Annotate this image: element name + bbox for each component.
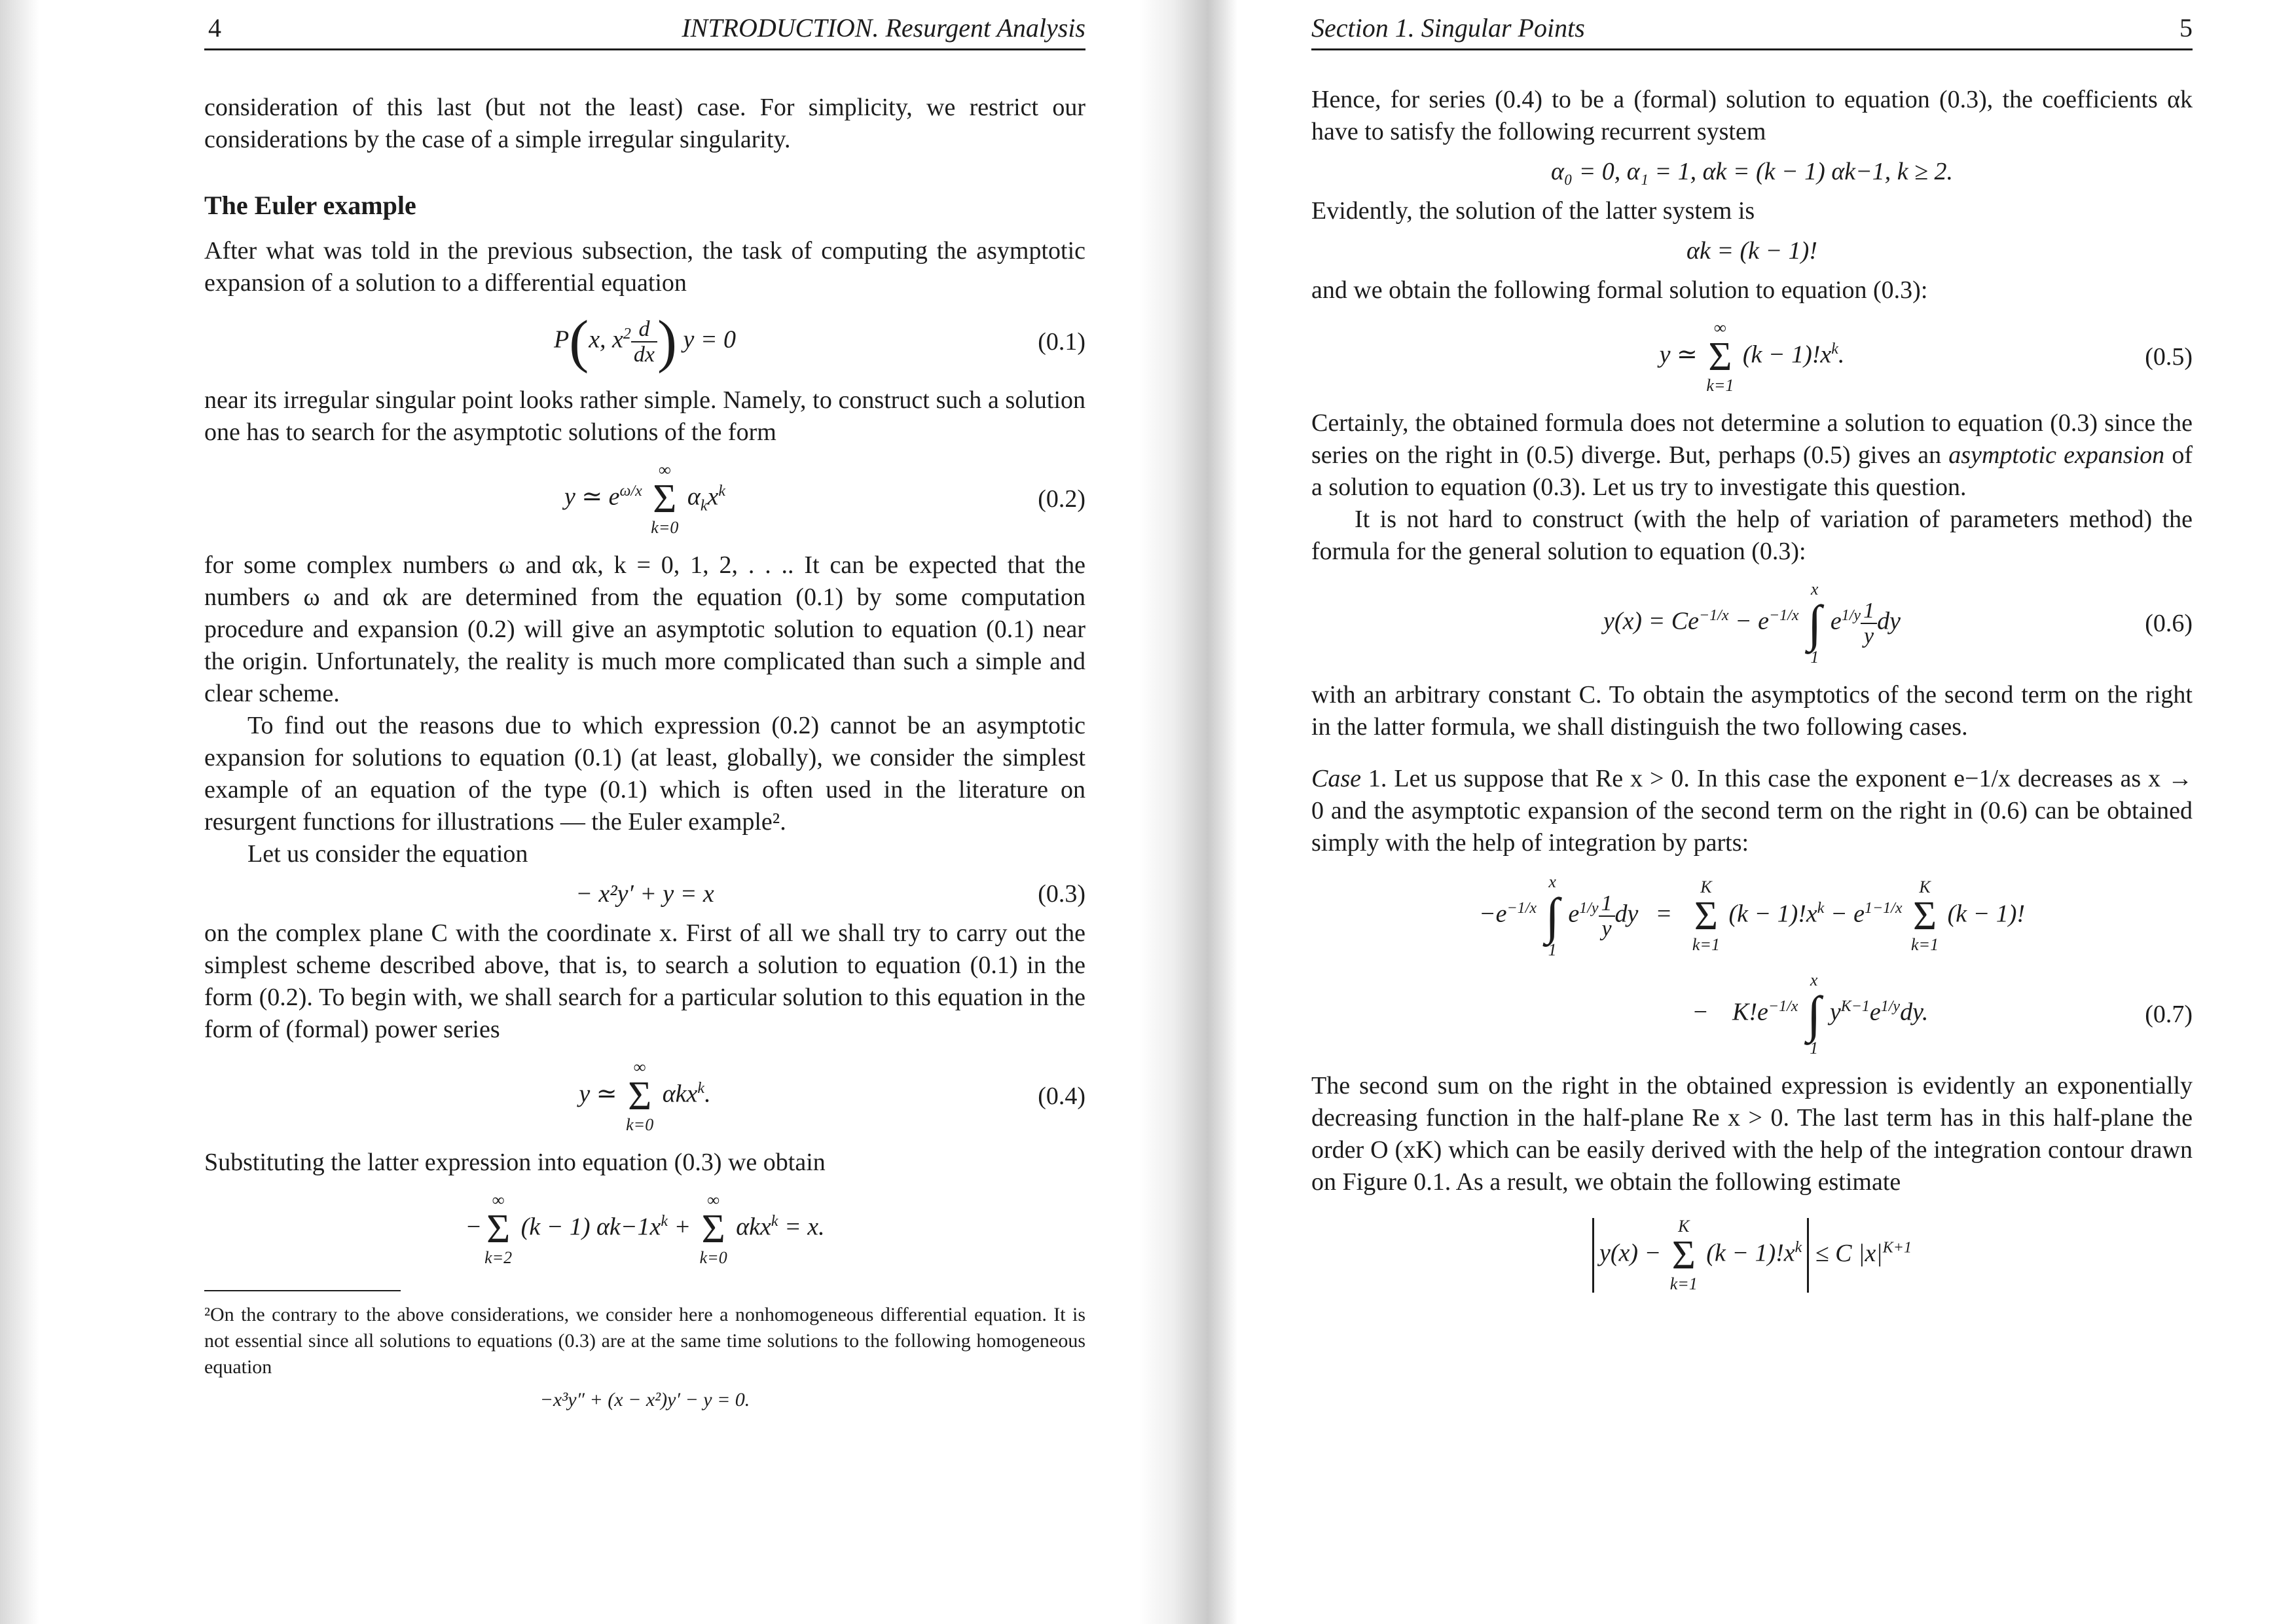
left-paragraph-4: for some complex numbers ω and αk, k = 0, 1, 2, . . .. It can be expected that the numbers ω and αk are determined from the equation (0.1) by some computation procedure and expansion (0.2) will give an asymptotic solution to equation (0.1) near the origin. Unfortunately, the reality is much more complicated than such a simple and clear scheme. <box>204 551 1085 707</box>
left-paragraph-2: After what was told in the previous subsection, the task of computing the asymptotic expansion of a solution to a differential equation <box>204 237 1085 297</box>
right-paragraph-1: Hence, for series (0.4) to be a (formal) solution to equation (0.3), the coefficients αk have to satisfy the following recurrent system <box>1311 86 2193 145</box>
equation-0-7-line-1: $-e^{-1/x}$ x ∫ 1 $e^{1/y}$ $\frac{1}{y}$ dy = K Σ k=1 $(k - 1)!x^k - e^{1-1/x}$ K Σ k=1 (k − 1)! <box>1478 872 2026 959</box>
right-paragraph-2: Evidently, the solution of the latter system is <box>1311 197 1755 225</box>
left-running-head <box>204 9 1085 50</box>
equation-number: (0.6) <box>2145 610 2193 637</box>
right-page <box>1311 0 2193 1624</box>
equation-number: (0.1) <box>1038 328 1085 356</box>
recurrent-system: α₀ = 0, α₁ = 1, αk = (k − 1) αk−1, k ≥ 2. <box>1550 158 1954 185</box>
left-page-number: 4 <box>208 13 221 43</box>
right-paragraph-6: with an arbitrary constant C. To obtain the asymptotics of the second term on the right in the latter formula, we shall distinguish the two following cases. <box>1311 681 2193 741</box>
left-paragraph-3: near its irregular singular point looks rather simple. Namely, to construct such a solution one has to search for the asymptotic solutions of the form <box>204 386 1085 446</box>
equation-number: (0.5) <box>2145 343 2193 371</box>
left-paragraph-1: consideration of this last (but not the least) case. For simplicity, we restrict our considerations by the case of a simple irregular singularity. <box>204 94 1085 153</box>
equation-0-7-line-2: − $K!e^{-1/x}$ x ∫ 1 $y^{K-1}e^{1/y}dy$. (0.7) <box>1693 970 2193 1058</box>
equation-number: (0.4) <box>1038 1082 1085 1110</box>
section-heading: The Euler example <box>204 191 416 220</box>
right-paragraph-3: and we obtain the following formal solution to equation (0.3): <box>1311 276 1928 304</box>
right-paragraph-7: Case 1. Let us suppose that Re x > 0. In this case the exponent e−1/x decreases as x → 0 and the asymptotic expansion of the second term on the right in (0.6) can be obtained simply with the help of integration by parts: <box>1311 765 2193 857</box>
right-running-head <box>1311 9 2193 50</box>
footnote <box>204 1302 1085 1413</box>
equation-substituted: − ∞ Σ k=2 (k − 1) $\alpha k-1x^k$ + ∞ Σ k=0 αkx$^k$ = x. <box>465 1190 825 1267</box>
footnote-text: ²On the contrary to the above considerations, we consider here a nonhomogeneous differential equation. It is not essential since all solutions to equations (0.3) are at the same time solutions to the following homogeneous equation <box>204 1304 1085 1378</box>
right-running-title: Section 1. Singular Points <box>1311 13 1585 43</box>
right-paragraph-4: Certainly, the obtained formula does not determine a solution to equation (0.3) since the series on the right in (0.5) diverge. But, perhaps (0.5) gives an asymptotic expansion of a solution to equation (0.3). Let us try to investigate this question. <box>1311 409 2193 501</box>
equation-number: (0.3) <box>1038 880 1085 908</box>
equation-0-3: − x²y′ + y = x (0.3) <box>575 880 1085 908</box>
left-page <box>204 0 1085 1624</box>
right-content <box>1311 84 2193 1293</box>
book-gutter <box>1139 0 1237 1624</box>
right-paragraph-8: The second sum on the right in the obtained expression is evidently an exponentially decreasing function in the half-plane Re x > 0. The last term has in this half-plane the order O (xK) which can be easily derived with the help of the integration contour drawn on Figure 0.1. As a result, we obtain the following estimate <box>1311 1072 2193 1196</box>
left-running-title: INTRODUCTION. Resurgent Analysis <box>682 13 1085 43</box>
equation-0-6: $y(x) = Ce^{-1/x} - e^{-1/x}$ x ∫ 1 $e^{1/y}$ $\frac{1}{y}$ dy (0.6) <box>1603 580 2193 667</box>
page-edge-shadow <box>0 0 39 1624</box>
right-paragraph-5: It is not hard to construct (with the help of variation of parameters method) the formula for the general solution to equation (0.3): <box>1311 506 2193 565</box>
footnote-equation: −x³y″ + (x − x²)y′ − y = 0. <box>539 1389 750 1411</box>
left-content <box>204 92 1085 1413</box>
right-page-number: 5 <box>2179 13 2193 43</box>
equation-0-5: y ≃ ∞ Σ k=1 $(k - 1)!x^k$. (0.5) <box>1659 318 2193 395</box>
equation-number: (0.7) <box>2145 1001 2193 1028</box>
equation-0-2: y ≃ $e^{\omega/x}$ ∞ Σ k=0 $\alpha_kx^k$ (0.2) <box>564 460 1085 537</box>
recurrence-solution: αk = (k − 1)! <box>1686 237 1817 265</box>
left-paragraph-8: Substituting the latter expression into equation (0.3) we obtain <box>204 1149 826 1176</box>
estimate-inequality: y(x) − K Σ k=1 $(k - 1)!x^k \le C$ $|x|^{K+1}$ <box>1311 1218 2193 1293</box>
equation-number: (0.2) <box>1038 485 1085 513</box>
equation-0-4: y ≃ ∞ Σ k=0 αkx$^k$. (0.4) <box>579 1058 1085 1134</box>
equation-0-1: P(x, $x^2$ $\frac{d}{dx}$ ) y = 0 (0.1) <box>553 309 1085 374</box>
left-paragraph-6: Let us consider the equation <box>247 840 528 868</box>
footnote-rule <box>204 1290 401 1291</box>
left-paragraph-7: on the complex plane C with the coordinate x. First of all we shall try to carry out the simplest scheme described above, that is, to search a solution to equation (0.1) in the form (0.2). To begin with, we shall search for a particular solution to this equation in the form of (formal) power series <box>204 919 1085 1043</box>
left-paragraph-5: To find out the reasons due to which expression (0.2) cannot be an asymptotic expansion for solutions to equation (0.1) (at least, globally), we consider the simplest example of an equation of the type (0.1) which is often used in the literature on resurgent functions for illustrations — the Euler example². <box>204 712 1085 836</box>
